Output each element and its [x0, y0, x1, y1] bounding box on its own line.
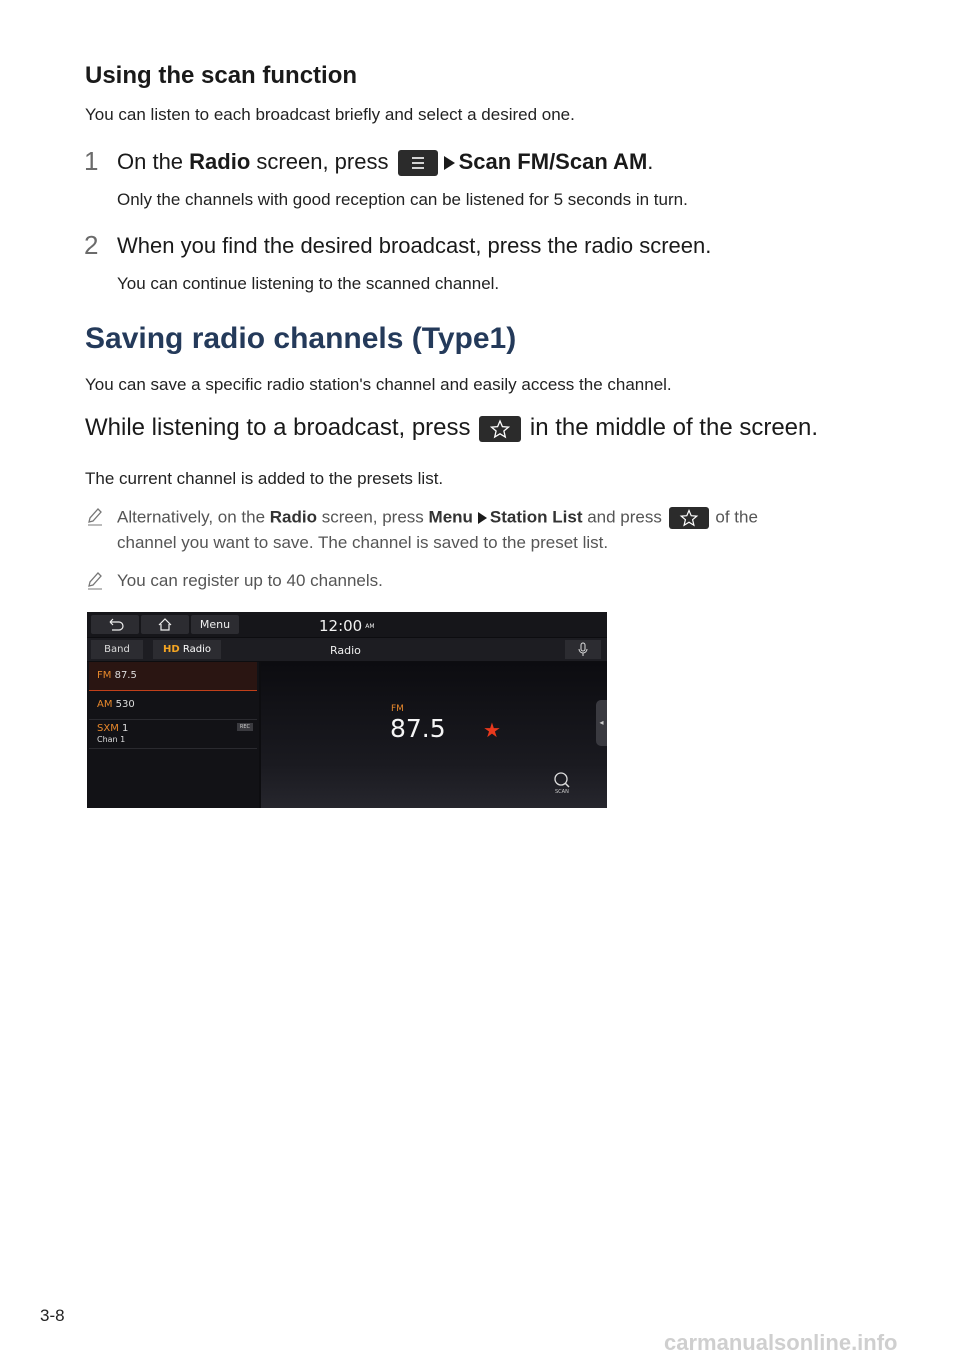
step-1-desc: Only the channels with good reception can be listened for 5 seconds in turn. — [117, 190, 688, 209]
step-2-text: When you find the desired broadcast, press the radio screen. — [117, 233, 712, 258]
mic-icon — [565, 640, 601, 659]
step-1 — [84, 146, 98, 177]
side-panel-handle[interactable] — [596, 700, 607, 746]
back-icon — [91, 615, 139, 634]
menu-lines-icon — [398, 150, 438, 176]
scan-intro: You can listen to each broadcast briefly and select a desired one. — [85, 105, 575, 124]
back-button[interactable] — [91, 615, 139, 634]
menu-button[interactable]: Menu — [191, 615, 239, 634]
scan-label: SCAN — [555, 789, 569, 795]
current-frequency: 87.5 — [390, 714, 446, 743]
star-outline-icon — [669, 507, 709, 529]
current-band: FM — [391, 704, 404, 714]
save-intro: You can save a specific radio station's channel and easily access the channel. — [85, 375, 672, 394]
hd-radio-button[interactable]: HD Radio — [153, 640, 221, 659]
note-1-line-2: channel you want to save. The channel is saved to the preset list. — [117, 533, 609, 552]
arrow-right-icon — [444, 156, 455, 170]
pencil-note-icon — [86, 570, 104, 596]
page-number: 3-8 — [40, 1306, 65, 1325]
step-2 — [84, 230, 98, 261]
step-2-number: 2 — [84, 230, 99, 260]
preset-item[interactable]: SXM 1 Chan 1 REC — [89, 720, 257, 749]
step-1-number: 1 — [84, 146, 99, 176]
watermark: carmanualsonline.info — [664, 1330, 898, 1355]
now-playing-panel[interactable] — [261, 662, 607, 808]
top-bar — [87, 612, 607, 637]
clock: 12:00 AM — [319, 617, 375, 635]
preset-list — [87, 662, 259, 808]
rec-badge: REC — [237, 723, 253, 731]
save-result: The current channel is added to the presets list. — [85, 469, 444, 488]
section-title-scan: Using the scan function — [85, 62, 358, 89]
sub-bar — [87, 638, 607, 661]
radio-term: Radio — [189, 149, 251, 174]
mic-button[interactable] — [565, 640, 601, 659]
step-1-text: On the Radio screen, press Scan FM/Scan AM. — [117, 149, 653, 176]
screen-title: Radio — [330, 644, 361, 657]
preset-item[interactable]: FM 87.5 — [89, 662, 257, 691]
preset-item[interactable]: AM 530 — [89, 691, 257, 720]
favorite-star-icon[interactable]: ★ — [483, 718, 501, 742]
star-outline-icon — [479, 416, 521, 442]
section-title-save: Saving radio channels (Type1) — [85, 322, 517, 355]
band-button[interactable]: Band — [91, 640, 143, 659]
arrow-right-icon — [478, 512, 487, 524]
home-icon — [141, 615, 189, 634]
chevron-left-icon: ◂ — [599, 718, 604, 727]
pencil-note-icon — [86, 506, 104, 532]
radio-screenshot — [87, 612, 607, 808]
step-2-desc: You can continue listening to the scanned channel. — [117, 274, 500, 293]
scan-icon — [551, 770, 575, 790]
scan-term: Scan FM/Scan AM — [458, 149, 648, 174]
while-listening-instruction: While listening to a broadcast, press in the middle of the screen. — [85, 414, 819, 441]
home-button[interactable] — [141, 615, 189, 634]
note-2: You can register up to 40 channels. — [117, 571, 383, 590]
note-1-line-1: Alternatively, on the Radio screen, press Menu Station List and press of the — [117, 507, 758, 529]
